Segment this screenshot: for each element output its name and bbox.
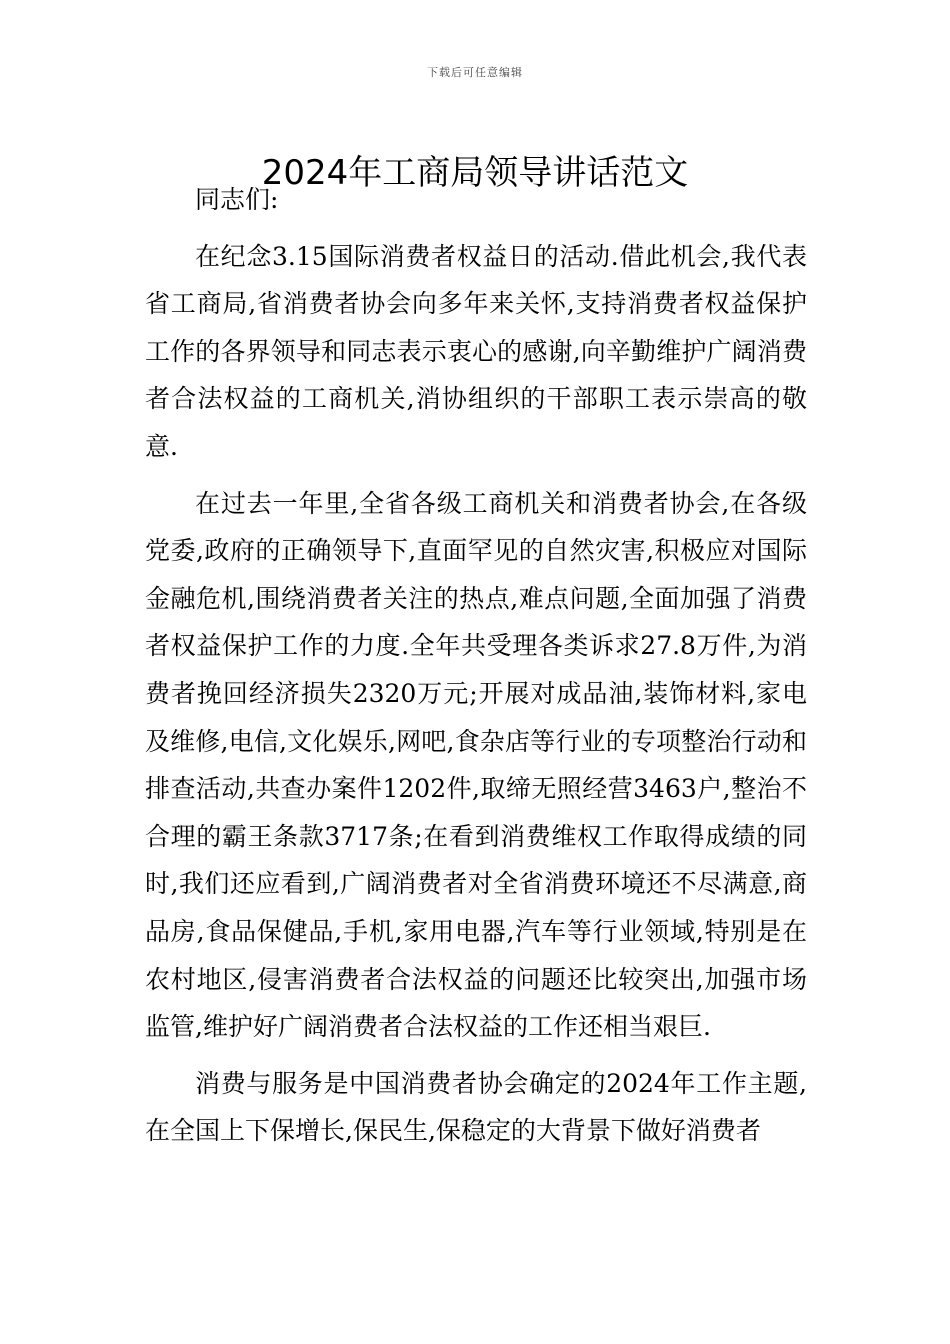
document-title: 2024年工商局领导讲话范文 xyxy=(261,152,689,193)
paragraph-3: 消费与服务是中国消费者协会确定的2024年工作主题,在全国上下保增长,保民生,保稳定的大背景下做好消费者 xyxy=(145,1068,807,1146)
header-note: 下载后可任意编辑 xyxy=(427,66,523,79)
paragraph-2: 在过去一年里,全省各级工商机关和消费者协会,在各级党委,政府的正确领导下,直面罕见的自然灾害,积极应对国际金融危机,围绕消费者关注的热点,难点问题,全面加强了消费者权益保护工作的力度.全年共受理各类诉求27.8万件,为消费者挽回经济损失2320万元;开展对成品油,装饰材料,家电及维修,电信,文化娱乐,网吧,食杂店等行业的专项整治行动和排查活动,共查办案件1202件,取缔无照经营3463户,整治不合理的霸王条款3717条;在看到消费维权工作取得成绩的同时,我们还应看到,广阔消费者对全省消费环境还不尽满意,商品房,食品保健品,手机,家用电器,汽车等行业领域,特别是在农村地区,侵害消费者合法权益的问题还比较突出,加强市场监管,维护好广阔消费者合法权益的工作还相当艰巨. xyxy=(145,488,807,1042)
paragraph-1: 在纪念3.15国际消费者权益日的活动.借此机会,我代表省工商局,省消费者协会向多年来关怀,支持消费者权益保护工作的各界领导和同志表示衷心的感谢,向辛勤维护广阔消费者合法权益的工商机关,消协组织的干部职工表示崇高的敬意. xyxy=(145,241,807,461)
document-body xyxy=(145,176,807,1155)
salutation: 同志们: xyxy=(195,185,279,214)
